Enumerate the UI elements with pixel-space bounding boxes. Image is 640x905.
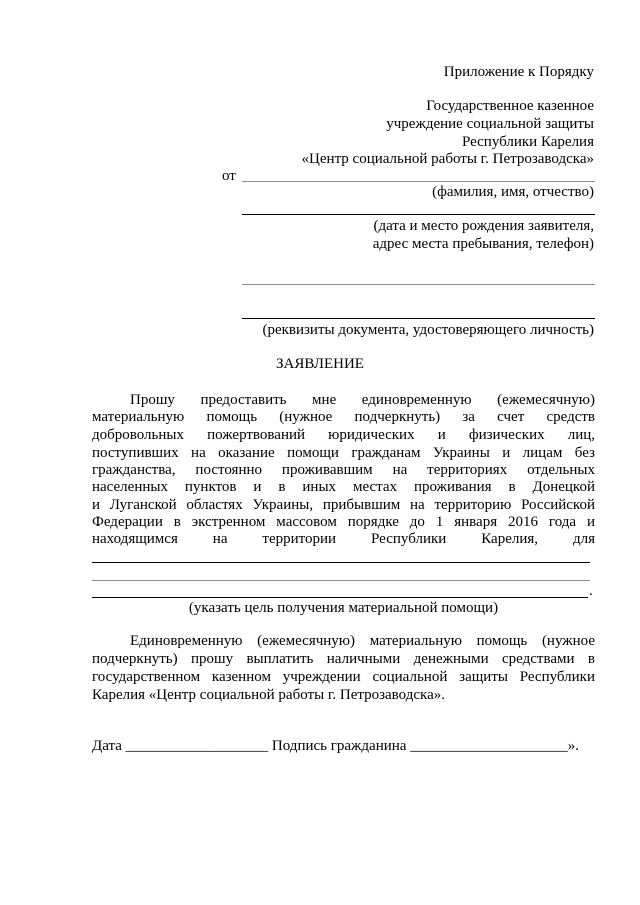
request-line-8: Федерации в экстренном массовом порядке до 1 января 2016 года и bbox=[92, 514, 595, 530]
birth-field-line[interactable] bbox=[242, 214, 595, 215]
date-field[interactable]: ___________________ bbox=[125, 738, 269, 754]
signature-end-mark: ». bbox=[567, 738, 579, 754]
payment-line-2: подчеркнуть) прошу выплатить наличными денежными средствами в bbox=[92, 651, 595, 667]
signature-field[interactable]: _____________________ bbox=[410, 738, 568, 754]
document-hint: (реквизиты документа, удостоверяющего личность) bbox=[262, 322, 594, 338]
addressee-line-2: учреждение социальной защиты bbox=[386, 116, 594, 132]
date-label: Дата bbox=[92, 738, 122, 754]
purpose-field-line-1[interactable] bbox=[92, 562, 590, 563]
document-field-line-2[interactable] bbox=[242, 318, 595, 319]
purpose-field-line-2[interactable] bbox=[92, 580, 590, 581]
signature-row bbox=[92, 737, 579, 755]
birth-hint-2: адрес места пребывания, телефон) bbox=[372, 236, 594, 252]
appendix-note: Приложение к Порядку bbox=[443, 64, 594, 80]
purpose-end-mark: . bbox=[589, 583, 593, 599]
purpose-field-line-3[interactable] bbox=[92, 597, 588, 598]
payment-line-1: Единовременную (ежемесячную) материальную помощь (нужное bbox=[130, 633, 595, 649]
request-line-7: и Луганской областях Украины, прибывшим на территорию Российской bbox=[92, 497, 595, 513]
page-title: ЗАЯВЛЕНИЕ bbox=[276, 356, 364, 372]
request-line-5: гражданства, постоянно проживавшим на территориях отдельных bbox=[92, 462, 595, 478]
request-line-6: населенных пунктов и в иных местах проживания в Донецкой bbox=[92, 479, 595, 495]
addressee-line-3: Республики Карелия bbox=[461, 134, 594, 150]
purpose-hint: (указать цель получения материальной помощи) bbox=[188, 600, 499, 616]
signature-label: Подпись гражданина bbox=[271, 738, 407, 754]
request-line-9: находящимся на территории Республики Карелия, для bbox=[92, 531, 595, 547]
payment-line-4: Карелия «Центр социальной работы г. Петрозаводска». bbox=[92, 687, 445, 703]
name-hint: (фамилия, имя, отчество) bbox=[432, 184, 594, 200]
request-line-1: Прошу предоставить мне единовременную (ежемесячную) bbox=[130, 392, 595, 408]
request-line-4: поступивших на оказание помощи гражданам Украины и лицам без bbox=[92, 445, 595, 461]
birth-hint-1: (дата и место рождения заявителя, bbox=[373, 218, 594, 234]
document-field-line-1[interactable] bbox=[242, 284, 595, 285]
addressee-line-4: «Центр социальной работы г. Петрозаводска» bbox=[301, 151, 594, 167]
request-line-3: добровольных пожертвований юридических и физических лиц, bbox=[92, 427, 595, 443]
name-field-line[interactable] bbox=[242, 181, 595, 182]
addressee-line-1: Государственное казенное bbox=[426, 98, 594, 114]
from-label: от bbox=[222, 168, 236, 184]
payment-line-3: государственном казенном учреждении социальной защиты Республики bbox=[92, 669, 595, 685]
request-line-2: материальную помощь (нужное подчеркнуть) за счет средств bbox=[92, 409, 595, 425]
